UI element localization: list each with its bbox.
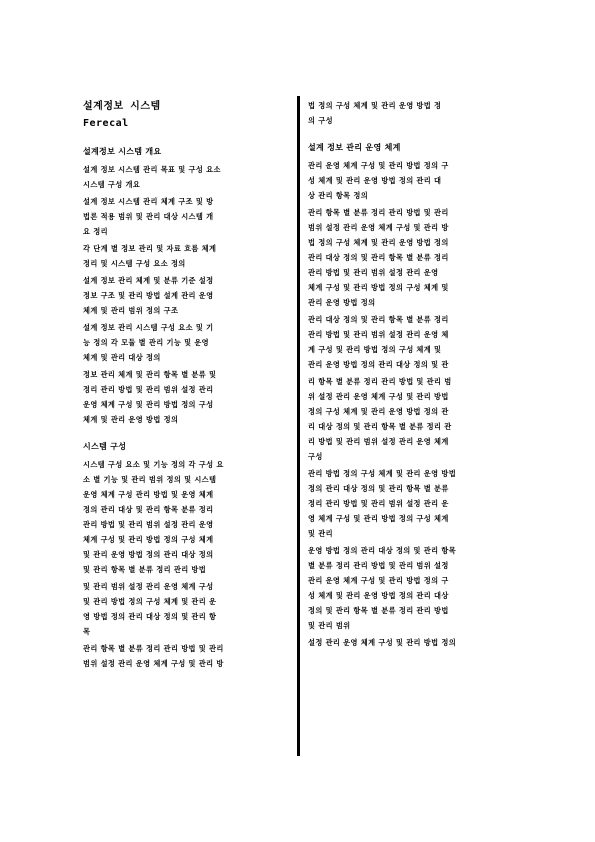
section-heading (308, 142, 506, 154)
text-line: 관리 방법 및 관리 범위 설정 관리 운영 (83, 520, 214, 529)
paragraph (83, 194, 288, 239)
text-line: 정보 관리 체계 및 관리 항목 별 분류 및 (83, 370, 217, 379)
text-line: 정의 구성 체계 및 관리 운영 방법 정의 관 (308, 407, 449, 416)
paragraph (308, 374, 506, 464)
text-line: 성 체계 및 관리 운영 방법 정의 관리 대 (308, 176, 442, 185)
paragraph (83, 162, 288, 192)
text-line: 소 별 기능 및 관리 범위 정의 및 시스템 (83, 475, 217, 484)
text-line: 법론 적용 범위 및 관리 대상 시스템 개 (83, 212, 214, 221)
text-line: 관리 방법 및 관리 범위 설정 관리 운영 체 (308, 330, 449, 339)
text-line: 관리 운영 방법 정의 관리 대상 정의 및 관 (308, 360, 449, 369)
text-line: 운영 체계 구성 및 관리 방법 정의 구성 (83, 400, 214, 409)
text-line: 관리 운영 체계 구성 및 관리 방법 정의 구 (308, 161, 449, 170)
text-line: 시스템 구성 개요 (83, 180, 141, 189)
heading-text: 시스템 구성 (83, 442, 127, 451)
text-line: 및 관리 운영 방법 정의 관리 대상 정의 (83, 550, 214, 559)
text-line: 정보 구조 및 관리 방법 설계 관리 운영 (83, 291, 214, 300)
text-line: 영 체계 구성 및 관리 방법 정의 구성 체계 (308, 514, 449, 523)
heading-text: 설계정보 시스템 개요 (83, 147, 162, 156)
text-line: 리 방법 및 관리 범위 설정 관리 운영 체계 (308, 437, 449, 446)
text-line: 체계 및 관리 운영 방법 정의 (83, 415, 179, 424)
paragraph (308, 466, 506, 541)
text-line: 의 구성 (308, 116, 333, 125)
text-line: 운영 체계 구성 관리 방법 및 운영 체계 (83, 490, 214, 499)
paragraph (83, 641, 288, 671)
text-line: 법 정의 구성 체계 및 관리 운영 방법 정 (308, 101, 442, 110)
heading-text: 설계 정보 관리 운영 체계 (308, 143, 401, 152)
left-column (83, 98, 288, 673)
paragraph (308, 635, 506, 650)
right-column (308, 98, 506, 652)
text-line: 정리 및 시스템 구성 요소 정의 (83, 259, 186, 268)
text-line: 법 정의 구성 체계 및 관리 운영 방법 정의 (308, 238, 449, 247)
paragraph (308, 158, 506, 203)
text-line: 체계 구성 및 관리 방법 정의 구성 체계 및 (308, 283, 449, 292)
text-line: 설계 정보 시스템 관리 체계 구조 및 방 (83, 197, 214, 206)
paragraph (308, 205, 506, 310)
text-line: 각 단계 별 정보 관리 및 자료 흐름 체계 (83, 244, 217, 253)
text-line: 및 관리 항목 별 분류 정리 관리 방법 (83, 565, 207, 574)
section-heading (83, 441, 288, 453)
paragraph (308, 312, 506, 372)
text-line: 위 설정 관리 운영 체계 구성 및 관리 방법 (308, 392, 449, 401)
text-line: 관리 대상 정의 및 관리 항목 별 분류 정리 (308, 253, 449, 262)
text-line: 관리 대상 정의 및 관리 항목 별 분류 정리 (308, 315, 449, 324)
text-line: 관리 방법 및 관리 범위 설정 관리 운영 (308, 268, 439, 277)
paragraph (308, 98, 506, 128)
paragraph (83, 367, 288, 427)
document-title (83, 98, 288, 132)
text-line: 및 관리 방법 정의 구성 체계 및 관리 운 (83, 597, 217, 606)
text-line: 관리 항목 별 분류 정리 관리 방법 및 관리 (83, 644, 224, 653)
text-line: 설계 정보 관리 시스템 구성 요소 및 기 (83, 323, 214, 332)
text-line: 성 체계 및 관리 운영 방법 정의 관리 대상 (308, 591, 449, 600)
paragraph (83, 457, 288, 577)
text-line: 별 분류 정리 관리 방법 및 관리 범위 설정 (308, 561, 449, 570)
paragraph (308, 543, 506, 633)
paragraph (83, 241, 288, 271)
paragraph (83, 320, 288, 365)
text-line: 상 관리 항목 정의 (308, 191, 369, 200)
section-heading (83, 146, 288, 158)
text-line: 리 항목 별 분류 정리 관리 방법 및 관리 범 (308, 377, 452, 386)
text-line: 설정 관리 운영 체계 구성 및 관리 방법 정의 (308, 638, 457, 647)
text-line: 능 정의 각 모듈 별 관리 기능 및 운영 (83, 338, 210, 347)
text-line: 정리 관리 방법 및 관리 범위 설정 관리 (83, 385, 214, 394)
text-line: 계 구성 및 관리 방법 정의 구성 체계 및 (308, 345, 442, 354)
text-line: 요 정리 (83, 227, 108, 236)
text-line: 및 관리 (308, 529, 333, 538)
text-line: 및 관리 범위 (308, 621, 351, 630)
text-line: 관리 항목 별 분류 정리 관리 방법 및 관리 (308, 208, 449, 217)
title-line: 설계정보 시스템 (83, 101, 161, 112)
text-line: 체계 및 관리 대상 정의 (83, 353, 161, 362)
paragraph (83, 579, 288, 639)
text-line: 관리 운영 체계 구성 및 관리 방법 정의 구 (308, 576, 449, 585)
text-line: 시스템 구성 요소 및 기능 정의 각 구성 요 (83, 460, 224, 469)
text-line: 정리 관리 방법 및 관리 범위 설정 관리 운 (308, 499, 449, 508)
text-line: 운영 방법 정의 관리 대상 정의 및 관리 항목 (308, 546, 457, 555)
title-line: Ferecal (83, 118, 129, 129)
text-line: 정의 관리 대상 및 관리 항목 분류 정리 (83, 505, 214, 514)
text-line: 설계 정보 관리 체계 및 분류 기준 설정 (83, 276, 214, 285)
text-line: 관리 운영 방법 정의 (308, 298, 376, 307)
column-divider (297, 96, 300, 756)
text-line: 리 대상 정의 및 관리 항목 별 분류 정리 관 (308, 422, 452, 431)
paragraph (83, 273, 288, 318)
text-line: 정의 및 관리 항목 별 분류 정리 관리 방법 (308, 606, 449, 615)
text-line: 영 방법 정의 관리 대상 정의 및 관리 항 (83, 612, 217, 621)
text-line: 및 관리 범위 설정 관리 운영 체계 구성 (83, 582, 214, 591)
text-line: 관리 방법 정의 구성 체계 및 관리 운영 방법 (308, 469, 457, 478)
text-line: 체계 및 관리 범위 정의 구조 (83, 306, 179, 315)
text-line: 범위 설정 관리 운영 체계 구성 및 관리 방 (308, 223, 449, 232)
text-line: 체계 구성 및 관리 방법 정의 구성 체계 (83, 535, 214, 544)
text-line: 구성 (308, 452, 323, 461)
text-line: 범위 설정 관리 운영 체계 구성 및 관리 방 (83, 659, 224, 668)
text-line: 목 (83, 627, 91, 636)
text-line: 정의 관리 대상 정의 및 관리 항목 별 분류 (308, 484, 449, 493)
text-line: 설계 정보 시스템 관리 목표 및 구성 요소 (83, 165, 221, 174)
